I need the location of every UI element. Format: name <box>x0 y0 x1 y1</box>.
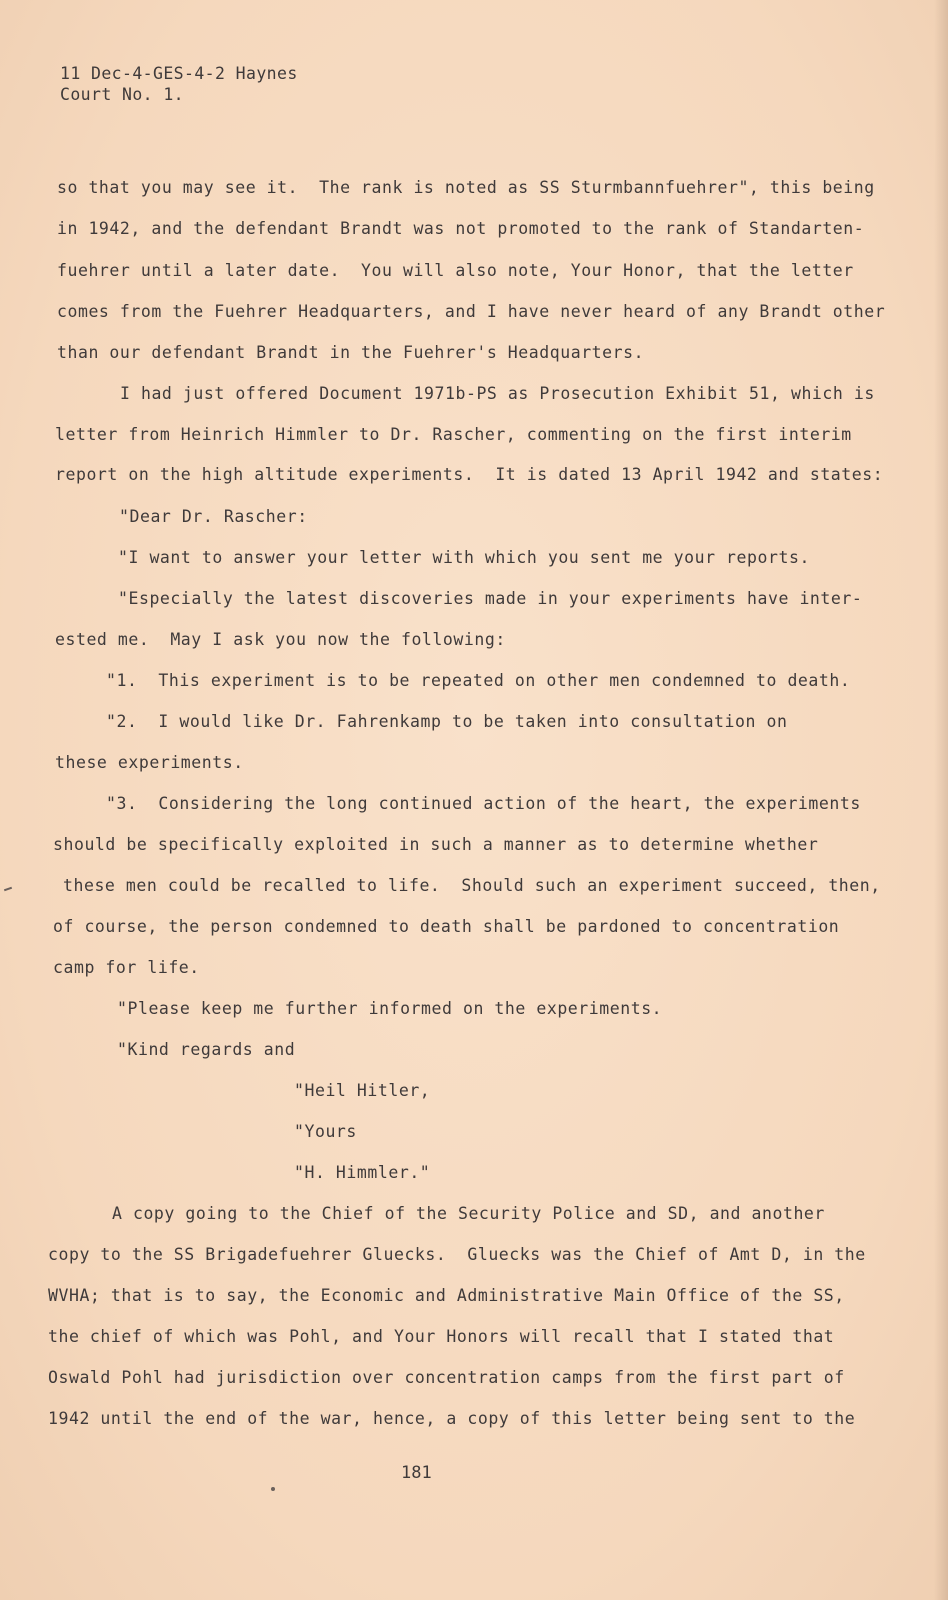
text-line: letter from Heinrich Himmler to Dr. Rascher, commenting on the first interim <box>55 425 852 444</box>
list-item: "3. Considering the long continued action of the heart, the experiments <box>106 794 861 813</box>
text-line: 1942 until the end of the war, hence, a copy of this letter being sent to the <box>48 1409 856 1428</box>
text-line: the chief of which was Pohl, and Your Honors will recall that I stated that <box>48 1327 835 1346</box>
list-item: "2. I would like Dr. Fahrenkamp to be taken into consultation on <box>106 712 788 731</box>
letter-signature: "H. Himmler." <box>294 1163 431 1182</box>
text-line: A copy going to the Chief of the Security Police and SD, and another <box>112 1204 825 1223</box>
text-line: of course, the person condemned to death shall be pardoned to concentration <box>53 917 840 936</box>
text-line: WVHA; that is to say, the Economic and Administrative Main Office of the SS, <box>48 1286 845 1305</box>
page-edge-shadow <box>934 0 948 1600</box>
text-line: Oswald Pohl had jurisdiction over concentration camps from the first part of <box>48 1368 845 1387</box>
text-line: report on the high altitude experiments. It is dated 13 April 1942 and states: <box>55 465 884 484</box>
text-line: comes from the Fuehrer Headquarters, and I have never heard of any Brandt other <box>57 302 886 321</box>
list-item: "1. This experiment is to be repeated on other men condemned to death. <box>106 671 851 690</box>
text-line: ested me. May I ask you now the following: <box>55 630 506 649</box>
header-reference: 11 Dec-4-GES-4-2 Haynes <box>60 64 298 83</box>
text-line: copy to the SS Brigadefuehrer Gluecks. Gluecks was the Chief of Amt D, in the <box>48 1245 866 1264</box>
letter-closing: "Kind regards and <box>117 1040 296 1059</box>
letter-closing: "Yours <box>294 1122 357 1141</box>
text-line: than our defendant Brandt in the Fuehrer's Headquarters. <box>57 343 645 362</box>
text-line: camp for life. <box>53 958 200 977</box>
text-line: should be specifically exploited in such a manner as to determine whether <box>53 835 819 854</box>
text-line: "Please keep me further informed on the experiments. <box>117 999 663 1018</box>
header-court: Court No. 1. <box>60 85 185 104</box>
text-line: so that you may see it. The rank is noted as SS Sturmbannfuehrer", this being <box>57 178 875 197</box>
text-line: "Especially the latest discoveries made in your experiments have inter- <box>118 589 863 608</box>
text-line: "I want to answer your letter with which you sent me your reports. <box>118 548 810 567</box>
letter-salutation: "Dear Dr. Rascher: <box>119 507 308 526</box>
ink-speck <box>271 1487 275 1491</box>
text-line: fuehrer until a later date. You will also note, Your Honor, that the letter <box>57 261 854 280</box>
letter-closing: "Heil Hitler, <box>294 1081 431 1100</box>
page-number: 181 <box>401 1463 432 1483</box>
text-line: these experiments. <box>55 753 244 772</box>
text-line: these men could be recalled to life. Should such an experiment succeed, then, <box>63 876 881 895</box>
text-line: I had just offered Document 1971b-PS as Prosecution Exhibit 51, which is <box>120 384 875 403</box>
text-line: in 1942, and the defendant Brandt was not promoted to the rank of Standarten- <box>57 219 865 238</box>
